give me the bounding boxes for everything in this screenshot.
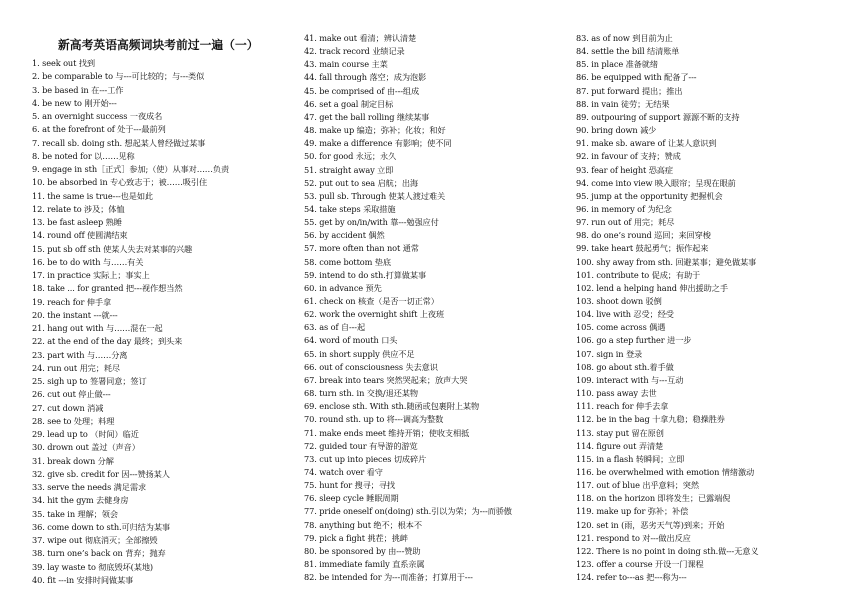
phrase-item: 29. lead up to （时间）临近 xyxy=(32,429,139,439)
phrase-item: 72. guided tour 有导游的游览 xyxy=(304,440,418,451)
phrase-item: 106. go a step further 进一步 xyxy=(576,335,692,346)
phrase-item: 53. pull sb. Through 使某人渡过难关 xyxy=(304,190,446,201)
phrase-item: 37. wipe out 彻底消灭；全部擦毁 xyxy=(32,535,158,545)
phrase-item: 22. at the end of the day 最终；到头来 xyxy=(32,336,183,347)
phrase-item: 39. lay waste to 彻底毁坏(某地) xyxy=(32,561,154,572)
phrase-item: 71. make ends meet 维持开销；使收支相抵 xyxy=(304,427,470,438)
phrase-item: 17. in practice 实际上；事实上 xyxy=(32,270,150,280)
phrase-item: 120. set in (雨，恶劣天气等)到来；开始 xyxy=(576,519,725,530)
phrase-item: 117. out of blue 出乎意料；突然 xyxy=(576,480,699,491)
phrase-item: 101. contribute to 促成；有助于 xyxy=(576,269,701,280)
phrase-item: 58. come bottom 垫底 xyxy=(304,256,391,267)
phrase-item: 27. cut down 消减 xyxy=(32,402,104,413)
phrase-item: 55. get by on/in/with 靠---勉强应付 xyxy=(304,217,439,228)
phrase-item: 38. turn one’s back on 背弃；抛弃 xyxy=(32,548,166,559)
phrase-item: 21. hang out with 与……混在一起 xyxy=(32,323,163,333)
phrase-item: 112. be in the bag 十拿九稳；稳操胜券 xyxy=(576,414,725,425)
phrase-item: 8. be noted for 以……见称 xyxy=(32,150,135,161)
phrase-item: 65. in short supply 供应不足 xyxy=(304,348,415,359)
phrase-item: 54. take steps 采取措施 xyxy=(304,203,396,214)
phrase-item: 119. make up for 弥补；补偿 xyxy=(576,506,689,517)
phrase-item: 25. sigh up to 签署同意；签订 xyxy=(32,376,147,386)
phrase-item: 60. in advance 预先 xyxy=(304,282,382,293)
phrase-item: 102. lend a helping hand 伸出援助之手 xyxy=(576,282,728,293)
phrase-item: 74. watch over 看守 xyxy=(304,466,383,477)
phrase-item: 100. shy away from sth. 回避某事；避免做某事 xyxy=(576,256,757,267)
phrase-item: 32. give sb. credit for 因---赞扬某人 xyxy=(32,468,170,479)
phrase-item: 87. put forward 提出；推出 xyxy=(576,85,683,96)
phrase-item: 122. There is no point in doing sth.做---无意义 xyxy=(576,545,759,556)
phrase-item: 84. settle the bill 结清账单 xyxy=(576,46,680,57)
phrase-item: 42. track record 业绩记录 xyxy=(304,46,405,57)
phrase-item: 68. turn sth. in 交换/退还某物 xyxy=(304,388,418,399)
phrase-item: 88. in vain 徒劳；无结果 xyxy=(576,98,670,109)
phrase-item: 1. seek out 找到 xyxy=(32,58,95,68)
phrase-item: 99. take heart 鼓起勇气；振作起来 xyxy=(576,243,709,254)
phrase-item: 92. in favour of 支持；赞成 xyxy=(576,151,681,162)
phrase-item: 10. be absorbed in 专心致志于；被……吸引住 xyxy=(32,177,208,188)
phrase-item: 18. take ... for granted 把---视作想当然 xyxy=(32,283,183,294)
phrase-item: 116. be overwhelmed with emotion 情绪激动 xyxy=(576,466,755,477)
phrase-item: 113. stay put 留在原创 xyxy=(576,427,664,438)
phrase-item: 114. figure out 弄清楚 xyxy=(576,440,664,451)
phrase-item: 118. on the horizon 即将发生；已露端倪 xyxy=(576,493,731,504)
phrase-item: 64. word of mouth 口头 xyxy=(304,335,398,346)
phrase-item: 91. make sb. aware of 让某人意识到 xyxy=(576,138,717,149)
phrase-item: 31. break down 分解 xyxy=(32,455,114,466)
phrase-item: 41. make out 看清；辨认清楚 xyxy=(304,33,417,43)
phrase-item: 69. enclose sth. With sth.随函或包裹附上某物 xyxy=(304,401,480,412)
phrase-item: 93. fear of height 恐高症 xyxy=(576,164,673,175)
phrase-item: 48. make up 编造；弥补；化妆；和好 xyxy=(304,125,446,136)
phrase-item: 85. in place 准备就绪 xyxy=(576,59,658,70)
phrase-item: 70. round sth. up to 将---调高为整数 xyxy=(304,414,444,425)
phrase-item: 123. offer a course 开设一门课程 xyxy=(576,559,704,569)
phrase-item: 96. in memory of 为纪念 xyxy=(576,203,672,214)
phrase-item: 36. come down to sth.可归结为某事 xyxy=(32,521,171,532)
phrase-item: 57. more often than not 通常 xyxy=(304,243,419,254)
phrase-item: 6. at the forefront of 处于---最前列 xyxy=(32,124,166,135)
phrase-item: 12. relate to 涉及；体恤 xyxy=(32,203,125,214)
phrase-item: 83. as of now 到目前为止 xyxy=(576,33,673,43)
phrase-item: 26. cut out 停止做--- xyxy=(32,389,111,400)
phrase-item: 24. run out 用完；耗尽 xyxy=(32,362,121,373)
phrase-item: 76. sleep cycle 睡眠周期 xyxy=(304,493,399,504)
phrase-item: 15. put sb off sth 使某人失去对某事的兴趣 xyxy=(32,243,193,254)
phrase-item: 109. interact with 与---互动 xyxy=(576,374,684,385)
phrase-item: 47. get the ball rolling 继续某事 xyxy=(304,111,430,122)
phrase-item: 104. live with 忍受；经受 xyxy=(576,309,674,320)
phrase-item: 56. by accident 偶然 xyxy=(304,230,385,241)
phrase-item: 30. drown out 盖过（声音） xyxy=(32,442,140,453)
phrase-item: 28. see to 处理；料理 xyxy=(32,415,115,426)
phrase-item: 7. recall sb. doing sth. 想起某人曾经做过某事 xyxy=(32,137,206,148)
phrase-item: 81. immediate family 直系亲属 xyxy=(304,559,425,569)
phrase-item: 80. be sponsored by 由---赞助 xyxy=(304,545,421,556)
phrase-item: 43. main course 主菜 xyxy=(304,59,388,70)
phrase-item: 50. for good 永远；永久 xyxy=(304,151,397,162)
phrase-item: 35. take in 理解；领会 xyxy=(32,508,118,519)
phrase-item: 46. set a goal 制定目标 xyxy=(304,98,394,109)
phrase-item: 94. come into view 映入眼帘；呈现在眼前 xyxy=(576,177,736,188)
phrase-item: 110. pass away 去世 xyxy=(576,388,657,399)
phrase-item: 14. round off 使圆满结束 xyxy=(32,230,128,241)
phrase-item: 95. jump at the opportunity 把握机会 xyxy=(576,190,723,201)
phrase-item: 97. run out of 用完；耗尽 xyxy=(576,217,675,228)
phrase-item: 34. hit the gym 去健身房 xyxy=(32,495,129,506)
phrase-item: 59. intend to do sth.打算做某事 xyxy=(304,269,427,280)
phrase-item: 33. serve the needs 满足需求 xyxy=(32,482,147,492)
phrase-item: 62. work the overnight shift 上夜班 xyxy=(304,309,445,320)
phrase-item: 121. respond to 对---做出反应 xyxy=(576,532,691,543)
phrase-item: 90. bring down 减少 xyxy=(576,125,657,136)
phrase-item: 2. be comparable to 与---可比较的；与---类似 xyxy=(32,71,205,82)
phrase-item: 11. the same is true---也是如此 xyxy=(32,190,154,201)
phrase-item: 4. be new to 刚开始--- xyxy=(32,97,117,108)
phrase-item: 98. do one’s round 巡回；来回穿梭 xyxy=(576,230,711,241)
phrase-item: 63. as of 自---起 xyxy=(304,322,366,333)
phrase-item: 77. pride oneself on(doing) sth.引以为荣；为---而骄傲 xyxy=(304,506,512,517)
page-title: 新高考英语高频词块考前过一遍（一） xyxy=(58,38,259,52)
phrase-item: 66. out of consciousness 失去意识 xyxy=(304,361,438,372)
phrase-item: 5. an overnight success 一夜成名 xyxy=(32,111,163,121)
phrase-item: 86. be equipped with 配备了--- xyxy=(576,72,697,83)
phrase-item: 75. hunt for 搜寻；寻找 xyxy=(304,480,395,491)
phrase-item: 105. come across 偶遇 xyxy=(576,322,666,333)
phrase-item: 82. be intended for 为---而准备；打算用于--- xyxy=(304,572,473,583)
phrase-item: 40. fit ---in 安排时间做某事 xyxy=(32,574,134,585)
phrase-item: 13. be fast asleep 熟睡 xyxy=(32,217,122,227)
phrase-item: 78. anything but 绝不；根本不 xyxy=(304,519,422,530)
phrase-item: 49. make a difference 有影响；使不同 xyxy=(304,138,452,149)
phrase-item: 107. sign in 登录 xyxy=(576,348,643,359)
phrase-item: 111. reach for 伸手去拿 xyxy=(576,401,669,412)
phrase-item: 61. check on 核查（是否一切正常） xyxy=(304,296,439,306)
phrase-item: 16. be to do with 与……有关 xyxy=(32,256,144,267)
phrase-item: 20. the instant ---就--- xyxy=(32,309,118,320)
phrase-item: 79. pick a fight 挑茬；挑衅 xyxy=(304,532,408,543)
phrase-item: 23. part with 与……分离 xyxy=(32,349,128,360)
phrase-item: 89. outpouring of support 源源不断的支持 xyxy=(576,111,740,122)
phrase-item: 103. shoot down 驳倒 xyxy=(576,296,662,306)
phrase-item: 52. put out to sea 启航；出海 xyxy=(304,177,419,188)
phrase-item: 115. in a flash 转瞬间；立即 xyxy=(576,453,685,464)
phrase-item: 108. go about sth.着手做 xyxy=(576,361,674,372)
phrase-item: 67. break into tears 突然哭起来；放声大哭 xyxy=(304,374,468,385)
phrase-item: 44. fall through 落空；成为泡影 xyxy=(304,72,427,83)
phrase-item: 51. straight away 立即 xyxy=(304,164,394,175)
phrase-item: 19. reach for 伸手拿 xyxy=(32,296,112,307)
phrase-item: 9. engage in sth［正式］参加;（使）从事对……负责 xyxy=(32,164,230,174)
phrase-item: 124. refer to---as 把---称为--- xyxy=(576,572,687,583)
phrase-item: 45. be comprised of 由---组成 xyxy=(304,85,420,96)
phrase-item: 3. be based in 在---工作 xyxy=(32,84,124,95)
phrase-item: 73. cut up into pieces 切成碎片 xyxy=(304,453,427,464)
